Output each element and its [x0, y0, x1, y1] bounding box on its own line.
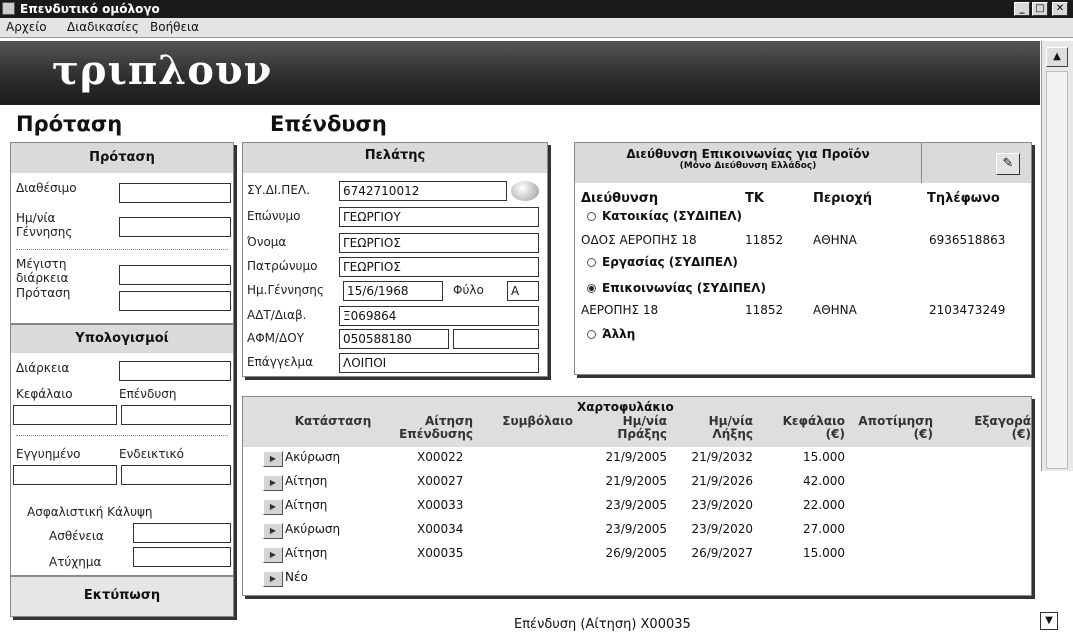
row-capital: 27.000 [803, 522, 845, 536]
radio-work-label: Εργασίας (ΣΥΔΙΠΕΛ) [602, 255, 738, 269]
name-label: Όνομα [247, 235, 287, 249]
row-select-button[interactable]: ▶ [263, 547, 283, 563]
minimize-button[interactable]: _ [1014, 2, 1030, 16]
row-status: Ακύρωση [285, 522, 341, 536]
banner [0, 41, 1040, 105]
tax-office-input[interactable] [453, 329, 539, 349]
client-id-input[interactable]: 6742710012 [339, 181, 507, 201]
available-label: Διαθέσιμο [16, 181, 77, 195]
col-capital-line1: Κεφάλαιο [782, 414, 845, 428]
capital-input[interactable] [13, 405, 117, 425]
menu-bar [0, 18, 1073, 38]
col-valuation-line1: Αποτίμηση [858, 414, 933, 428]
father-name-label: Πατρώνυμο [247, 259, 318, 273]
col-status: Κατάσταση [294, 414, 372, 428]
col-request-line1: Αίτηση [424, 414, 473, 428]
capital-label: Κεφάλαιο [16, 387, 73, 401]
contact-area: ΑΘΗΝΑ [813, 303, 857, 317]
col-contract: Συμβόλαιο [502, 414, 573, 428]
birth-date-label: Ημ.Γέννησης [247, 283, 324, 297]
row-end-date: 23/9/2020 [691, 522, 753, 536]
row-select-button[interactable]: ▶ [263, 451, 283, 467]
row-date: 23/9/2005 [605, 522, 667, 536]
scroll-up-button[interactable]: ▲ [1046, 47, 1068, 67]
max-duration-input[interactable] [119, 265, 231, 285]
client-id-label: ΣΥ.ΔΙ.ΠΕΛ. [247, 183, 310, 197]
accident-input[interactable] [133, 547, 231, 567]
row-capital: 22.000 [803, 498, 845, 512]
radio-contact[interactable] [587, 281, 766, 295]
address-header [575, 143, 921, 183]
row-capital: 15.000 [803, 450, 845, 464]
home-area: ΑΘΗΝΑ [813, 233, 857, 247]
col-valuation-line2: (€) [913, 427, 933, 441]
name-input[interactable]: ΓΕΩΡΓΙΟΣ [339, 233, 539, 253]
row-status: Αίτηση [285, 546, 328, 560]
new-row-label: Νέο [285, 570, 308, 584]
guaranteed-input[interactable] [13, 465, 117, 485]
menu-procedures[interactable]: Διαδικασίες [67, 20, 139, 34]
row-request: X00035 [417, 546, 464, 560]
print-button[interactable]: Εκτύπωση [11, 577, 233, 616]
available-input[interactable] [119, 183, 231, 203]
row-date: 23/9/2005 [605, 498, 667, 512]
proposal-panel [10, 142, 234, 617]
row-date: 21/9/2005 [605, 450, 667, 464]
row-select-button[interactable]: ▶ [263, 523, 283, 539]
row-end-date: 23/9/2020 [691, 498, 753, 512]
home-address: ΟΔΟΣ ΑΕΡΟΠΗΣ 18 [581, 233, 697, 247]
col-valuation [847, 415, 933, 441]
col-surrender-line1: Εξαγορά [974, 414, 1031, 428]
radio-other-indicator[interactable] [587, 330, 596, 339]
col-area: Περιοχή [813, 191, 873, 206]
contact-address: ΑΕΡΟΠΗΣ 18 [581, 303, 659, 317]
row-request: X00022 [417, 450, 464, 464]
brand-logo: τριπλουν [52, 47, 273, 94]
address-panel [574, 142, 1032, 375]
radio-work-indicator[interactable] [587, 258, 596, 267]
col-surrender-line2: (€) [1011, 427, 1031, 441]
gender-input[interactable]: Α [507, 281, 539, 301]
address-title: Διεύθυνση Επικοινωνίας για Προϊόν [626, 147, 870, 161]
row-capital: 42.000 [803, 474, 845, 488]
row-capital: 15.000 [803, 546, 845, 560]
col-capital [759, 415, 845, 441]
insurance-label: Ασφαλιστική Κάλυψη [27, 505, 153, 519]
vertical-scrollbar[interactable] [1041, 41, 1073, 471]
row-end-date: 21/9/2032 [691, 450, 753, 464]
indicative-input[interactable] [121, 465, 231, 485]
footer-title: Επένδυση (Αίτηση) X00035 [514, 617, 691, 632]
title-bar [0, 0, 1073, 18]
col-phone: Τηλέφωνο [927, 191, 1000, 206]
duration-label: Διάρκεια [16, 361, 70, 375]
col-surrender [947, 415, 1031, 441]
proposal-title: Πρόταση [16, 112, 123, 136]
row-status: Ακύρωση [285, 450, 341, 464]
radio-home-label: Κατοικίας (ΣΥΔΙΠΕΛ) [602, 209, 742, 223]
guaranteed-label: Εγγυημένο [16, 447, 81, 461]
col-request [385, 415, 473, 441]
client-header: Πελάτης [243, 143, 547, 173]
contact-phone: 2103473249 [929, 303, 1006, 317]
id-card-input[interactable]: Ξ069864 [339, 306, 539, 326]
table-row[interactable] [263, 447, 1003, 471]
table-row[interactable] [263, 495, 1003, 519]
id-card-label: ΑΔΤ/Διαβ. [247, 308, 307, 322]
row-status: Αίτηση [285, 474, 328, 488]
accident-label: Ατύχημα [49, 555, 102, 569]
divider [16, 435, 228, 436]
radio-home-indicator[interactable] [587, 212, 596, 221]
proposal-header: Πρόταση [11, 143, 233, 173]
row-date: 21/9/2005 [605, 474, 667, 488]
table-row[interactable] [263, 543, 1003, 567]
max-duration-label-1: Μέγιστη [16, 257, 67, 271]
father-name-input[interactable]: ΓΕΩΡΓΙΟΣ [339, 257, 539, 277]
birth-date-input[interactable] [119, 217, 231, 237]
col-postcode: ΤΚ [745, 191, 764, 206]
menu-help[interactable]: Βοήθεια [150, 20, 199, 34]
app-icon [2, 2, 15, 15]
max-duration-label-3: Πρόταση [16, 286, 71, 300]
row-end-date: 26/9/2027 [691, 546, 753, 560]
surname-input[interactable]: ΓΕΩΡΓΙΟΥ [339, 207, 539, 227]
maximize-button[interactable]: □ [1032, 2, 1048, 16]
row-select-button[interactable]: ▶ [263, 499, 283, 515]
client-panel [242, 142, 548, 377]
address-edit-area [921, 143, 1031, 183]
table-row[interactable] [263, 471, 1003, 495]
indicative-label: Ενδεικτικό [119, 447, 184, 461]
col-end-line1: Ημ/νία [708, 414, 753, 428]
divider [16, 249, 228, 250]
birth-label-2: Γέννησης [16, 225, 73, 239]
gender-label: Φύλο [453, 283, 484, 297]
menu-file[interactable]: Αρχείο [6, 20, 47, 34]
col-date [583, 415, 667, 441]
birth-label-1: Ημ/νία [16, 211, 56, 225]
illness-input[interactable] [133, 523, 231, 543]
portfolio-panel [242, 396, 1032, 596]
new-row-button[interactable]: ▶ [263, 571, 283, 587]
occupation-label: Επάγγελμα [247, 355, 314, 369]
row-select-button[interactable]: ▶ [263, 475, 283, 491]
occupation-input[interactable]: ΛΟΙΠΟΙ [339, 353, 539, 373]
radio-other-label: Άλλη [602, 327, 636, 341]
calculations-header: Υπολογισμοί [11, 325, 233, 353]
row-status: Αίτηση [285, 498, 328, 512]
investment-input[interactable] [121, 405, 231, 425]
row-request: X00034 [417, 522, 464, 536]
row-end-date: 21/9/2026 [691, 474, 753, 488]
search-icon[interactable] [511, 181, 539, 201]
col-address: Διεύθυνση [581, 191, 659, 206]
col-end-line2: Λήξης [712, 427, 753, 441]
max-duration-label-2: διάρκεια [16, 271, 69, 285]
home-phone: 6936518863 [929, 233, 1006, 247]
scroll-track[interactable] [1046, 71, 1068, 469]
home-postcode: 11852 [745, 233, 784, 247]
col-request-line2: Επένδυσης [399, 427, 473, 441]
birth-date-field[interactable]: 15/6/1968 [343, 281, 443, 301]
address-subtitle: (Μόνο Διεύθυνση Ελλάδος) [679, 161, 817, 171]
portfolio-title: Χαρτοφυλάκιο [577, 400, 674, 414]
window-title: Επενδυτικό ομόλογο [20, 2, 160, 16]
edit-icon[interactable]: ✎ [996, 153, 1020, 175]
col-end [673, 415, 753, 441]
duration-input[interactable] [119, 361, 231, 381]
row-request: X00027 [417, 474, 464, 488]
scroll-down-button[interactable]: ▼ [1040, 612, 1058, 630]
radio-home[interactable] [587, 209, 742, 223]
col-date-line1: Ημ/νία [622, 414, 667, 428]
tax-id-input[interactable]: 050588180 [339, 329, 449, 349]
surname-label: Επώνυμο [247, 209, 301, 223]
investment-title: Επένδυση [270, 112, 387, 136]
close-button[interactable]: ✕ [1052, 2, 1068, 16]
col-capital-line2: (€) [825, 427, 845, 441]
radio-work[interactable] [587, 255, 738, 269]
col-date-line2: Πράξης [617, 427, 667, 441]
proposal-input[interactable] [119, 291, 231, 311]
radio-contact-indicator[interactable] [587, 284, 596, 293]
illness-label: Ασθένεια [49, 529, 104, 543]
radio-other[interactable] [587, 327, 635, 341]
row-date: 26/9/2005 [605, 546, 667, 560]
table-row[interactable] [263, 519, 1003, 543]
contact-postcode: 11852 [745, 303, 784, 317]
tax-id-label: ΑΦΜ/ΔΟΥ [247, 331, 305, 345]
new-row[interactable] [263, 567, 463, 591]
investment-label: Επένδυση [119, 387, 177, 401]
row-request: X00033 [417, 498, 464, 512]
radio-contact-label: Επικοινωνίας (ΣΥΔΙΠΕΛ) [602, 281, 766, 295]
